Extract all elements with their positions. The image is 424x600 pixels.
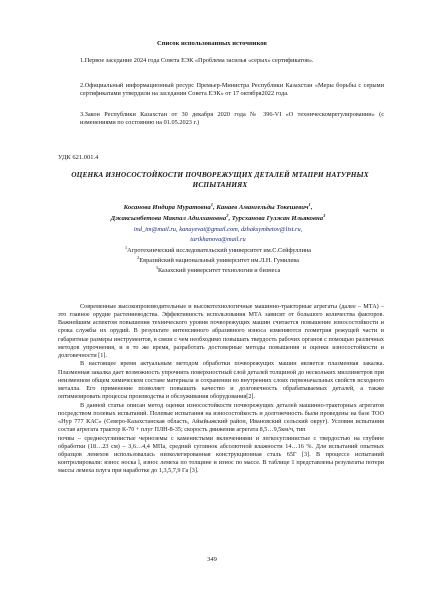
article-body	[58, 303, 384, 476]
affiliation-2: $^2$Евразийский национальный университет им.Л.Н. Гумилева	[137, 254, 299, 264]
affiliation-1: $^1$Агротехнический исследовательский университет им.С.Сейфуллина	[124, 244, 312, 254]
authors-line-1: Косанова Индира Муратовна$^1$, Канаев Амангельды Токешевич$^1$,	[123, 201, 313, 211]
affiliation-3: $^3$Казахский университет технологии и бизнеса	[155, 264, 281, 274]
page-number: 349	[207, 556, 217, 563]
reference-item-1: 1.Первое заседание 2024 года Совета ЕЭК «Проблема засилья «серых» сертификатов».	[80, 57, 314, 64]
body-paragraph-1: Современные высокопроизводительные и высокотехнологичные машинно-тракторные агрегаты (далее – МТА) – это главное орудие растениеводства. Эффективность использования МТА зависит от большого количества факторов. Важнейшим аспектом повышения технического уровня почворежущих машин считается повышение износостойкости и срока службы их орудий. В результате интенсивного абразивного износа изменяются геометрия режущей части и габаритные размеры инструментов, в связи с чем необходимо повышать твердость рабочих органов с помощью различных методов упрочнения, и в то же время, разработать достоверные методы повышения и оценки износостойкости и долговечности [1].	[58, 303, 384, 359]
author-emails-line-2[interactable]: turikhanova@mail.ru	[190, 236, 246, 243]
body-paragraph-3: В данной статье описан метод оценки износостойкости почворежущих деталей машинно-тракторных агрегатов посредством полевых испытаний. Полевые испытания на износостойкость и долговечность были проведены на базе ТОО «Нур 777 КАС» (Северо-Казахстанская область, Айыйыжский район, Ивановский сельский округ). Условия испытания состав агрегата трактор К-70 + плуг ПЛН-8-35; скорость движения агрегата 8,5…9,5км/ч, тип	[58, 401, 384, 434]
article-title: ОЦЕНКА ИЗНОСОСТОЙКОСТИ ПОЧВОРЕЖУЩИХ ДЕТАЛЕЙ МТАПРИ НАТУРНЫХ ИСПЫТАНИЯХ	[71, 170, 369, 189]
body-paragraph-2: В настоящее время актуальным методом обработки почворежущих машин является плазменная закалка. Плазменная закалка дает возможность упрочнить поверхностный слой деталей толщиной до нескольких миллиметров при неизменном общем химическом составе материала и сохранении во внутренних слоях первоначальных свойств исходного металла. Его применение позволяет повышать качество и долговечность обрабатываемых деталей, а также оптимизировать процессы производства и обслуживания оборудования[2].	[58, 360, 384, 401]
reference-item-3: 3.Закон Республики Казахстан от 30 декабря 2020 года № 396-VI «О техническомрегулировании» (с изменениями по состоянию на 01.05.2023 г.)	[80, 111, 384, 127]
references-title: Список использованных источников	[157, 40, 267, 47]
authors-line-2: Джаксымбетова Макпал Адилхановна$^2$, Турсханова Гулжан Ильяковна$^3$	[110, 212, 326, 222]
author-emails-line-1[interactable]: ind_im@mail.ru, kanayevat@gmail.com, dzhaksymbetov@list.ru,	[133, 226, 303, 233]
udk-code: УДК 621.001.4	[58, 154, 99, 161]
reference-item-2: 2.Официальный информационный ресурс Премьер-Министра Республики Казахстан «Меры борьбы с серыми сертификатами утвердили на заседании Совета ЕЭК» от 17 октября2022 года.	[80, 82, 384, 98]
body-paragraph-4: почвы – среднесуглинистые черноземы с каменистыми включениями и легкосуглинистые с твердостью на глубине обработки (18…23 см) – 3,6…4,4 МПа, средний суглинок абсолютной влажности 14…16 %. Для испытаний опытных образцов лемехов использовалась низколегированная конструкционная сталь 65Г [3]. В процессе испытаний контролировали: износ носка l, износ лемеха по толщине и износ по массе. В таблице 1 представлены результаты потери массы лемеха плуга при наработке до 1,3,5,7,9 Га [3].	[58, 434, 384, 475]
